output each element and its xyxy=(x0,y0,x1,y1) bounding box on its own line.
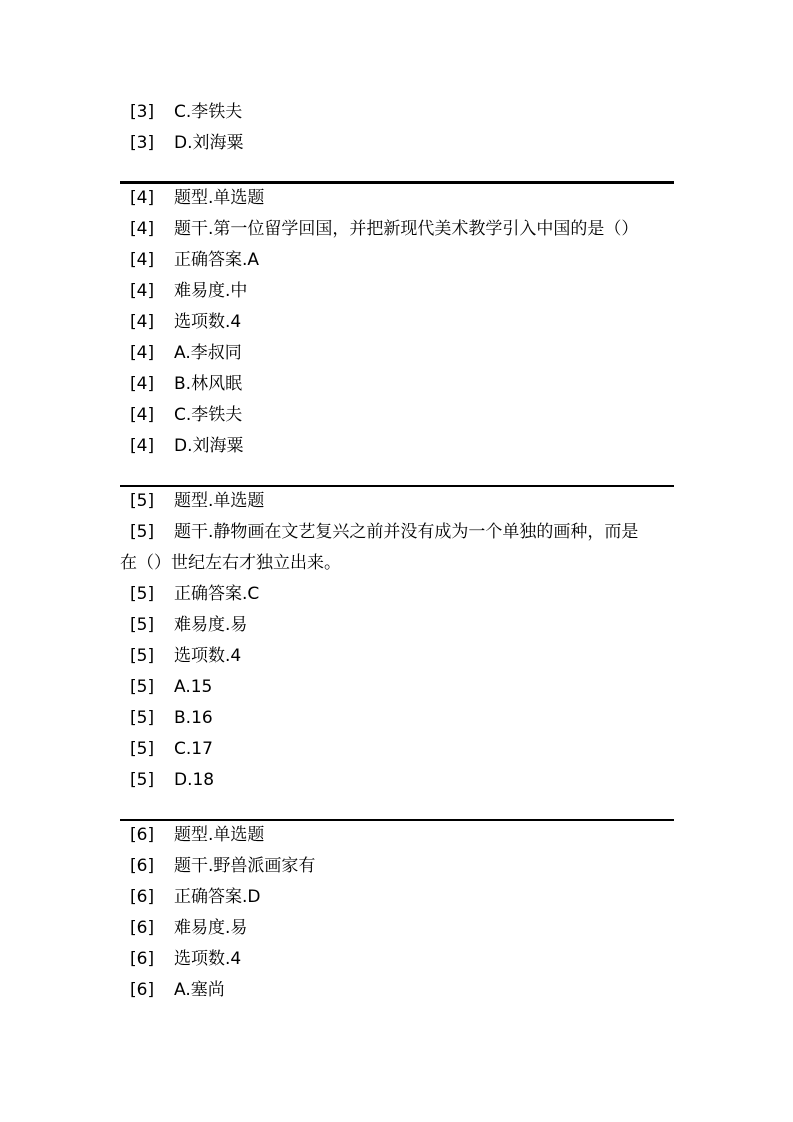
line-text: 选项数.4 xyxy=(174,646,242,666)
question-number: [5] xyxy=(130,677,155,697)
document-line xyxy=(0,610,793,641)
question-number: [5] xyxy=(130,739,155,759)
section-divider xyxy=(0,796,793,820)
document-body xyxy=(0,97,793,1006)
question-number: [5] xyxy=(130,770,155,790)
question-number: [5] xyxy=(130,708,155,728)
document-line xyxy=(0,214,793,245)
line-text: 选项数.4 xyxy=(174,949,242,969)
document-line xyxy=(0,882,793,913)
line-text: 题型.单选题 xyxy=(174,491,265,511)
question-number: [4] xyxy=(130,405,155,425)
question-number: [6] xyxy=(130,980,155,1000)
question-number: [4] xyxy=(130,343,155,363)
line-text: 难易度.中 xyxy=(174,281,248,301)
question-number: [4] xyxy=(130,281,155,301)
document-line xyxy=(0,820,793,851)
question-number: [6] xyxy=(130,949,155,969)
document-line xyxy=(0,672,793,703)
question-number: [5] xyxy=(130,615,155,635)
line-text: 正确答案.A xyxy=(174,250,260,270)
line-text: B.林风眠 xyxy=(174,374,243,394)
document-line xyxy=(0,851,793,882)
document-line xyxy=(0,913,793,944)
line-text: 难易度.易 xyxy=(174,615,248,635)
question-number: [5] xyxy=(130,584,155,604)
document-line xyxy=(0,486,793,517)
line-text: A.15 xyxy=(174,677,213,697)
question-number: [4] xyxy=(130,250,155,270)
document-line xyxy=(0,307,793,338)
document-line xyxy=(0,97,793,128)
document-line xyxy=(0,400,793,431)
section-divider xyxy=(0,159,793,183)
section-divider xyxy=(0,462,793,486)
line-text: 题型.单选题 xyxy=(174,188,265,208)
question-number: [5] xyxy=(130,646,155,666)
line-text: C.17 xyxy=(174,739,213,759)
question-number: [3] xyxy=(130,133,155,153)
document-line xyxy=(0,128,793,159)
document-line xyxy=(0,944,793,975)
document-line xyxy=(0,765,793,796)
line-text: B.16 xyxy=(174,708,213,728)
document-line xyxy=(0,245,793,276)
question-number: [6] xyxy=(130,856,155,876)
line-text: D.刘海粟 xyxy=(174,436,244,456)
question-number: [4] xyxy=(130,374,155,394)
document-line xyxy=(0,641,793,672)
line-text: 选项数.4 xyxy=(174,312,242,332)
document-line xyxy=(0,183,793,214)
line-text: 题干.静物画在文艺复兴之前并没有成为一个单独的画种，而是 xyxy=(174,522,639,542)
line-text: A.李叔同 xyxy=(174,343,242,363)
line-text: A.塞尚 xyxy=(174,980,225,1000)
document-line xyxy=(0,517,793,548)
document-line xyxy=(0,431,793,462)
document-line xyxy=(0,548,793,579)
question-number: [6] xyxy=(130,825,155,845)
line-text: D.18 xyxy=(174,770,215,790)
question-number: [4] xyxy=(130,188,155,208)
question-number: [5] xyxy=(130,522,155,542)
line-text: C.李铁夫 xyxy=(174,102,243,122)
line-text: 题干.野兽派画家有 xyxy=(174,856,316,876)
line-text: D.刘海粟 xyxy=(174,133,244,153)
line-text: 题型.单选题 xyxy=(174,825,265,845)
line-text: 正确答案.D xyxy=(174,887,261,907)
question-number: [3] xyxy=(130,102,155,122)
document-line xyxy=(0,703,793,734)
document-line xyxy=(0,734,793,765)
question-number: [5] xyxy=(130,491,155,511)
document-line xyxy=(0,975,793,1006)
question-number: [4] xyxy=(130,436,155,456)
line-continuation-text: 在（）世纪左右才独立出来。 xyxy=(120,553,341,573)
document-line xyxy=(0,369,793,400)
question-number: [4] xyxy=(130,312,155,332)
line-text: 正确答案.C xyxy=(174,584,260,604)
line-text: 题干.第一位留学回国，并把新现代美术教学引入中国的是（） xyxy=(174,219,639,239)
question-number: [6] xyxy=(130,887,155,907)
document-line xyxy=(0,276,793,307)
line-text: 难易度.易 xyxy=(174,918,248,938)
line-text: C.李铁夫 xyxy=(174,405,243,425)
document-line xyxy=(0,338,793,369)
question-number: [4] xyxy=(130,219,155,239)
document-line xyxy=(0,579,793,610)
question-number: [6] xyxy=(130,918,155,938)
